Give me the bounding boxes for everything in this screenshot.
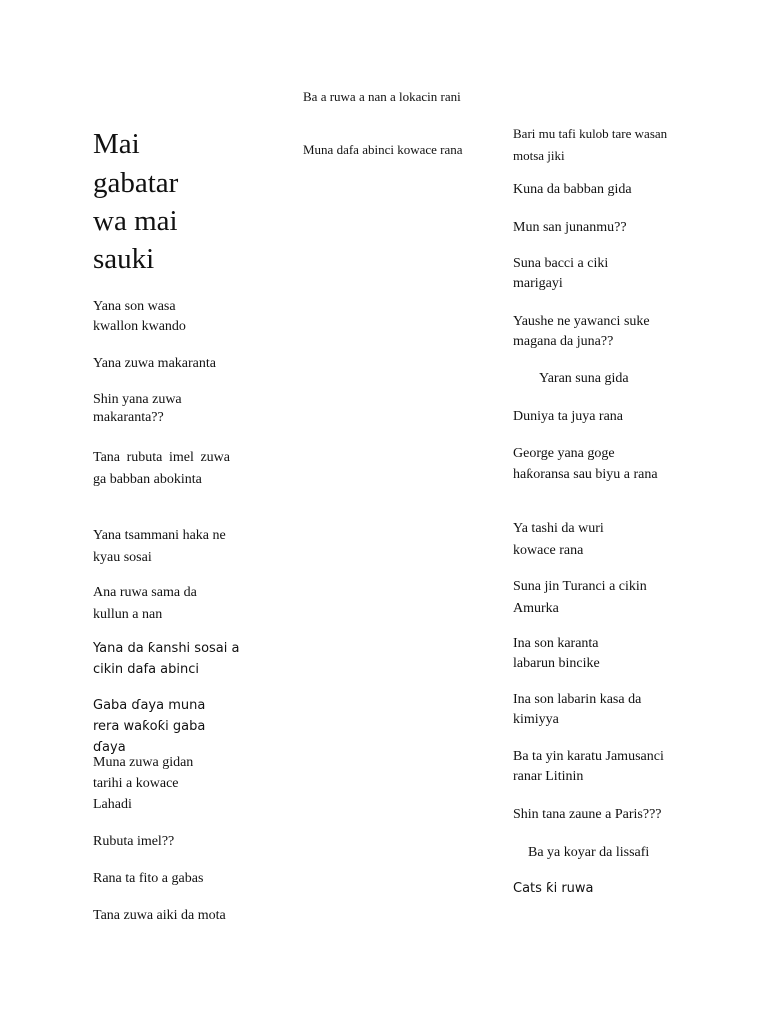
sentence: Yaushe ne yawanci suke magana da juna?? [513,314,650,349]
sentence: Muna dafa abinci kowace rana [303,142,463,157]
sentence: Yaran suna gida [539,371,629,386]
sentence: Ana ruwa sama da kullun a nan [93,585,197,622]
sentence: Tana rubuta imel zuwa ga babban abokinta [93,450,230,487]
sentence: Yana da ƙanshi sosai a cikin dafa abinci [93,641,240,677]
sentence: Yana zuwa makaranta [93,356,216,371]
sentence: Ba ta yin karatu Jamusanci ranar Litinin [513,749,664,784]
sentence: Duniya ta juya rana [513,409,624,424]
sentence: Tana zuwa aiki da mota [93,908,226,923]
title-line-4: sauki [93,243,155,275]
sentence: Kuna da babban gida [513,182,632,197]
title-line-1: Mai [93,128,140,160]
sentence: Muna zuwa gidan tarihi a kowace Lahadi [93,755,194,812]
sentence: Bari mu tafi kulob tare wasan motsa jiki [513,126,668,163]
sentence: Rubuta imel?? [93,834,175,849]
sentence: Ya tashi da wuri kowace rana [513,521,604,558]
sentence: Cats ƙi ruwa [513,881,594,896]
sentence: Mun san junanmu?? [513,220,627,235]
sentence: Yana son wasa kwallon kwando [93,299,186,334]
title-line-2: gabatar [93,167,179,199]
sentence: Suna jin Turanci a cikin Amurka [513,579,647,616]
sentence: Ina son labarin kasa da kimiyya [513,692,642,727]
sentence: Shin yana zuwa makaranta?? [93,392,182,425]
sentence: Ba a ruwa a nan a lokacin rani [303,89,461,104]
sentence: Gaba ɗaya muna rera waƙoƙi gaba ɗaya [93,698,206,755]
sentence: Ba ya koyar da lissafi [528,845,650,860]
sentence: Rana ta fito a gabas [93,871,204,886]
sentence: Yana tsammani haka ne kyau sosai [93,528,226,565]
sentence: Ina son karanta labarun bincike [513,636,600,671]
sentence: Suna bacci a ciki marigayi [513,256,609,291]
sentence: George yana goge haƙoransa sau biyu a rana [513,446,658,482]
sentence: Shin tana zaune a Paris??? [513,807,662,822]
title-line-3: wa mai [93,205,178,237]
